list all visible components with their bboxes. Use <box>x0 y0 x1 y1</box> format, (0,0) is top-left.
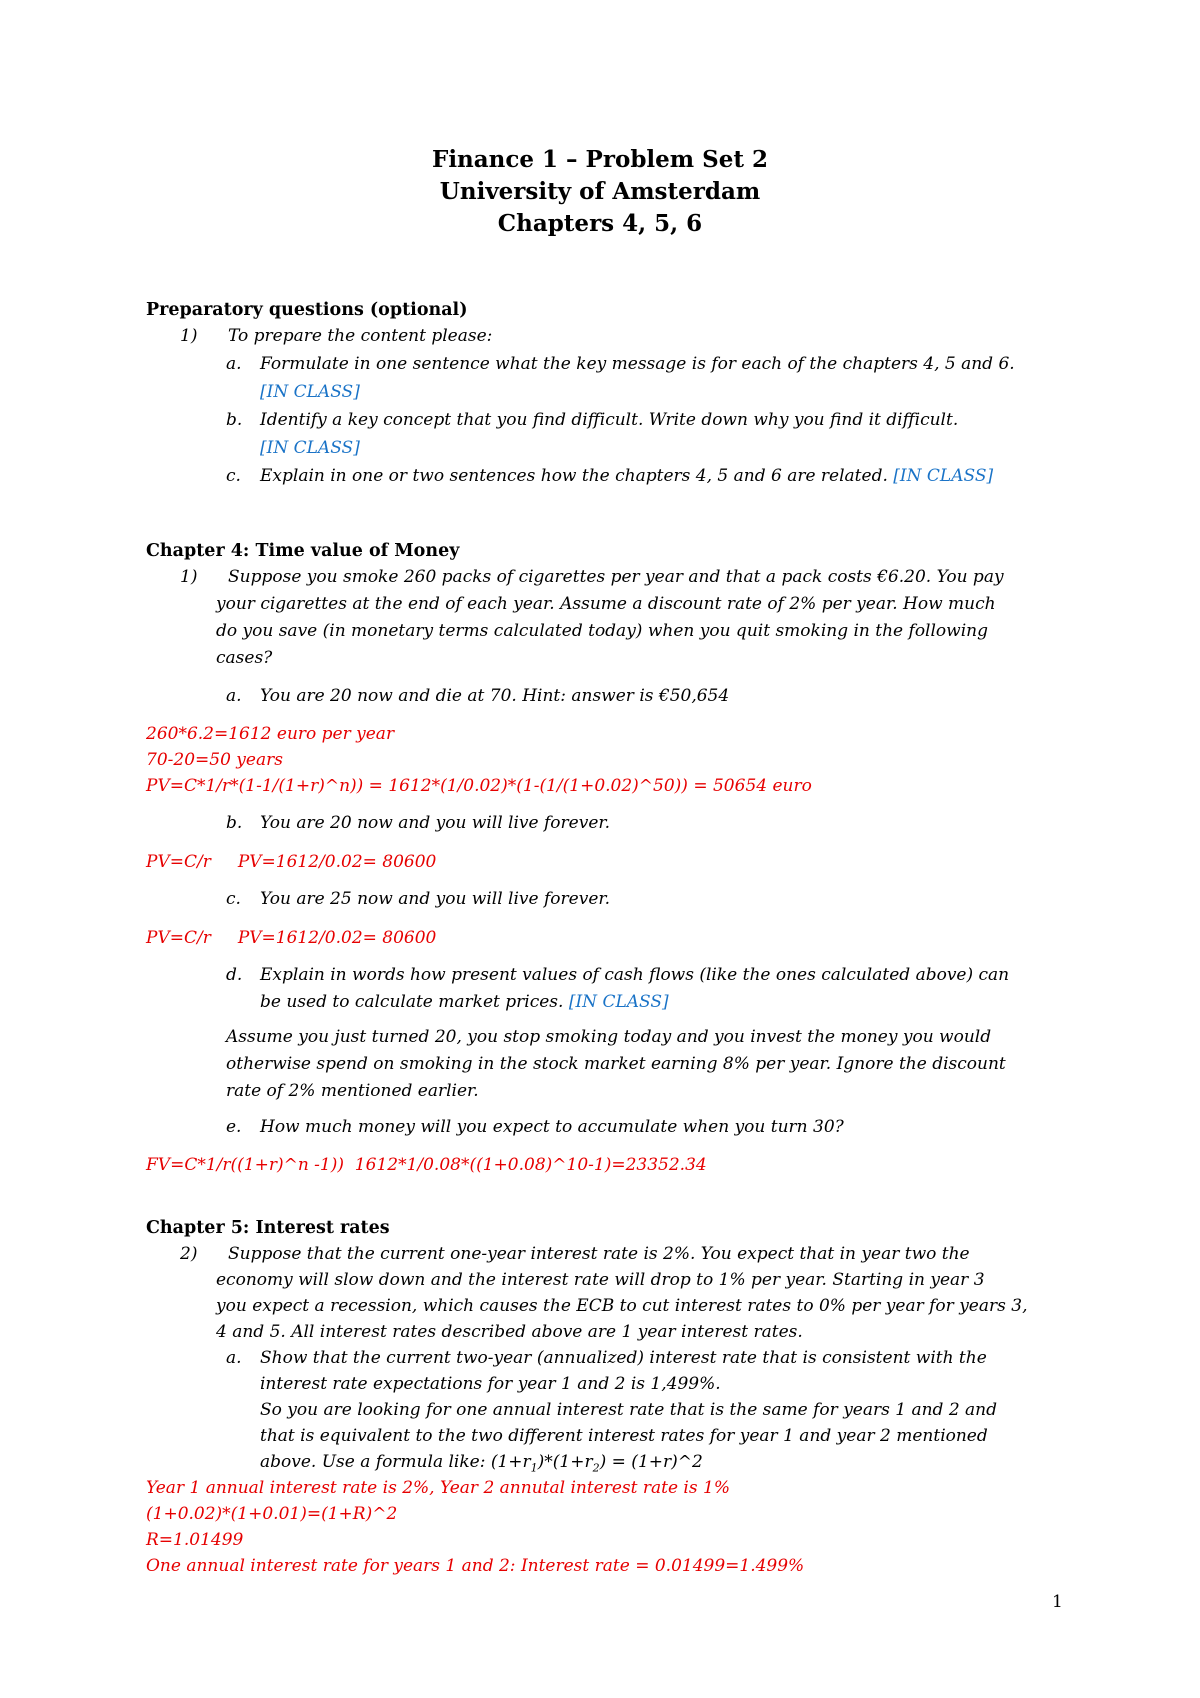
ch5-q2-line2: economy will slow down and the interest rate will drop to 1% per year. Starting in year 3 <box>216 1270 985 1290</box>
in-class-tag: [IN CLASS] <box>260 382 360 402</box>
doc-university: University of Amsterdam <box>439 178 761 205</box>
answer-ch5-line1: Year 1 annual interest rate is 2%, Year 2 annutal interest rate is 1% <box>146 1478 730 1498</box>
formula-sub2: 2 <box>592 1461 600 1475</box>
prep-q1-text: To prepare the content please: <box>228 326 493 346</box>
ch4-item-b <box>226 812 610 834</box>
prep-q1-number: 1) <box>180 326 198 346</box>
ch5-item-a <box>226 1347 987 1369</box>
ch5-a-line2: interest rate expectations for year 1 and 2 is 1,499%. <box>260 1374 721 1394</box>
formula-part2: )*(1+r <box>537 1452 593 1472</box>
ch5-q2-line4: 4 and 5. All interest rates described above are 1 year interest rates. <box>216 1322 803 1342</box>
in-class-tag: [IN CLASS] <box>568 992 669 1012</box>
ch4-item-e <box>226 1116 844 1138</box>
ch4-d-text2: be used to calculate market prices. <box>260 992 564 1012</box>
ch4-q1-text1: Suppose you smoke 260 packs of cigarettes per year and that a pack costs €6.20. You pay <box>228 567 1004 587</box>
prep-c-label: c. <box>226 466 241 486</box>
ch4-e-label: e. <box>226 1117 242 1137</box>
ch4-assume-line1: Assume you just turned 20, you stop smoking today and you invest the money you would <box>226 1027 992 1047</box>
ch5-a-line4: that is equivalent to the two different interest rates for year 1 and year 2 mentioned <box>260 1426 988 1446</box>
ch5-q2-line1 <box>180 1243 970 1265</box>
prep-item-c <box>226 465 993 487</box>
ch4-item-d <box>226 964 1009 986</box>
ch5-q2-text1: Suppose that the current one-year interest rate is 2%. You expect that in year two the <box>228 1244 970 1264</box>
ch4-b-label: b. <box>226 813 243 833</box>
prep-c-text: Explain in one or two sentences how the chapters 4, 5 and 6 are related. <box>260 466 888 486</box>
answer-e: FV=C*1/r((1+r)^n -1)) 1612*1/0.08*((1+0.08)^10-1)=23352.34 <box>146 1155 707 1175</box>
ch4-q1-line2: your cigarettes at the end of each year. Assume a discount rate of 2% per year. How much <box>216 594 996 614</box>
ch5-a-line3: So you are looking for one annual interest rate that is the same for years 1 and 2 and <box>260 1400 998 1420</box>
ch5-q2-line3: you expect a recession, which causes the ECB to cut interest rates to 0% per year for years 3, <box>216 1296 1028 1316</box>
prep-b-label: b. <box>226 410 243 430</box>
prep-item-a <box>226 353 1015 375</box>
ch4-a-label: a. <box>226 686 242 706</box>
ch4-assume-line3: rate of 2% mentioned earlier. <box>226 1081 479 1101</box>
prep-b-text: Identify a key concept that you find difficult. Write down why you find it difficult. <box>260 410 959 430</box>
ch4-d-line2 <box>260 991 669 1013</box>
ch4-assume-line2: otherwise spend on smoking in the stock market earning 8% per year. Ignore the discount <box>226 1054 1006 1074</box>
answer-a-line1: 260*6.2=1612 euro per year <box>146 724 395 744</box>
ch5-a-text1: Show that the current two-year (annualized) interest rate that is consistent with the <box>260 1348 987 1368</box>
ch4-c-text: You are 25 now and you will live forever. <box>260 889 611 909</box>
ch4-d-text1: Explain in words how present values of cash flows (like the ones calculated above) can <box>260 965 1010 985</box>
doc-chapters: Chapters 4, 5, 6 <box>497 210 703 237</box>
ch5-a-line5 <box>260 1451 703 1473</box>
prep-heading: Preparatory questions (optional) <box>146 300 468 320</box>
prep-item-b <box>226 409 958 431</box>
ch5-q2-number: 2) <box>180 1244 198 1264</box>
ch4-d-label: d. <box>226 965 243 985</box>
in-class-tag: [IN CLASS] <box>893 466 994 486</box>
doc-title: Finance 1 – Problem Set 2 <box>431 146 768 173</box>
answer-a-line3: PV=C*1/r*(1-1/(1+r)^n)) = 1612*(1/0.02)*(1-(1/(1+0.02)^50)) = 50654 euro <box>146 776 812 796</box>
ch4-item-c <box>226 888 610 910</box>
prep-a-text: Formulate in one sentence what the key message is for each of the chapters 4, 5 and 6. <box>260 354 1015 374</box>
prep-q1 <box>180 325 492 347</box>
chapter5-heading: Chapter 5: Interest rates <box>146 1218 390 1238</box>
in-class-tag: [IN CLASS] <box>260 438 360 458</box>
ch4-q1-line1 <box>180 566 1004 588</box>
answer-ch5-line4: One annual interest rate for years 1 and 2: Interest rate = 0.01499=1.499% <box>146 1556 805 1576</box>
ch4-q1-line4: cases? <box>216 648 273 668</box>
formula-part1: above. Use a formula like: (1+r <box>260 1452 531 1472</box>
ch4-a-text: You are 20 now and die at 70. Hint: answer is €50,654 <box>260 686 730 706</box>
ch5-a-label: a. <box>226 1348 242 1368</box>
chapter4-heading: Chapter 4: Time value of Money <box>146 541 460 561</box>
prep-a-label: a. <box>226 354 242 374</box>
answer-c: PV=C/r PV=1612/0.02= 80600 <box>146 928 437 948</box>
formula-sub1: 1 <box>530 1461 538 1475</box>
formula-part3: ) = (1+r)^2 <box>599 1452 703 1472</box>
ch4-e-text: How much money will you expect to accumulate when you turn 30? <box>260 1117 844 1137</box>
answer-b: PV=C/r PV=1612/0.02= 80600 <box>146 852 437 872</box>
ch4-b-text: You are 20 now and you will live forever. <box>260 813 611 833</box>
ch4-item-a <box>226 685 729 707</box>
answer-ch5-line2: (1+0.02)*(1+0.01)=(1+R)^2 <box>146 1504 398 1524</box>
answer-a-line2: 70-20=50 years <box>146 750 283 770</box>
ch4-q1-number: 1) <box>180 567 198 587</box>
answer-ch5-line3: R=1.01499 <box>146 1530 244 1550</box>
ch4-q1-line3: do you save (in monetary terms calculated today) when you quit smoking in the following <box>216 621 988 641</box>
ch4-c-label: c. <box>226 889 241 909</box>
page-number: 1 <box>1052 1592 1063 1612</box>
